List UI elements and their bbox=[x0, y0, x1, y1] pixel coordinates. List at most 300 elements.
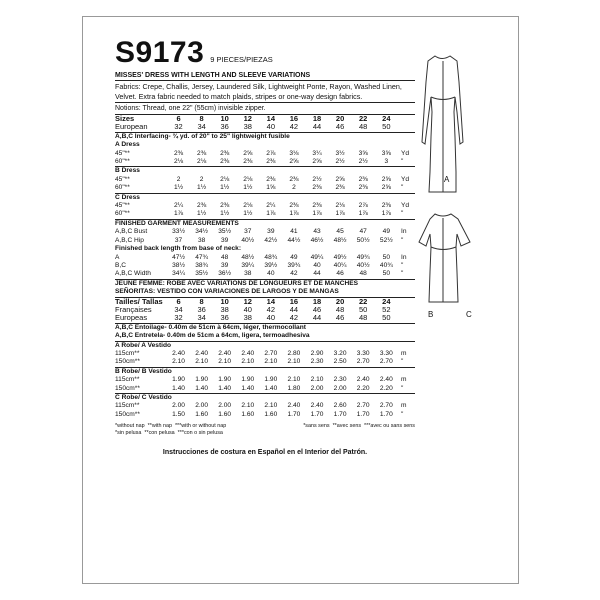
table-cell: 2⅜ bbox=[220, 158, 230, 166]
table-cell: 47¾ bbox=[195, 253, 209, 261]
unit-cell: In bbox=[401, 253, 407, 261]
key-text: ***con o sin pelusa bbox=[177, 430, 223, 437]
table-cell: 14 bbox=[259, 297, 282, 306]
table-cell: 38 bbox=[243, 122, 252, 132]
unit-cell: " bbox=[401, 270, 404, 278]
table-cell: 2.40 bbox=[195, 349, 209, 357]
view-label-c: C bbox=[466, 310, 472, 319]
table-cell: 22 bbox=[352, 297, 375, 306]
table-cell: 39 bbox=[221, 236, 229, 244]
table-cell: 40 bbox=[243, 304, 252, 314]
table-cell: 2.30 bbox=[333, 376, 347, 384]
table-cell: 20 bbox=[329, 297, 352, 306]
table-cell: 2.20 bbox=[356, 384, 370, 392]
table-cell: 44 bbox=[313, 270, 321, 278]
table-cell: 2.00 bbox=[310, 384, 324, 392]
table-cell: 42 bbox=[289, 313, 299, 323]
table-cell: 1.70 bbox=[356, 410, 370, 418]
row-label: Europeas bbox=[115, 313, 148, 323]
table-cell: 44 bbox=[289, 304, 299, 314]
table-cell: 3⅛ bbox=[289, 149, 299, 157]
table-cell: 34½ bbox=[195, 228, 209, 236]
table-row bbox=[115, 367, 415, 376]
table-cell: 1.40 bbox=[218, 384, 232, 392]
row-label: 150cm** bbox=[115, 384, 140, 392]
table-cell: 36 bbox=[197, 304, 206, 314]
table-cell: 1½ bbox=[197, 184, 207, 192]
table-cell: 2⅜ bbox=[289, 175, 299, 183]
table-cell: 3¼ bbox=[312, 149, 322, 157]
table-cell: 2.40 bbox=[356, 376, 370, 384]
row-label: 115cm** bbox=[115, 376, 140, 384]
table-cell: 39½ bbox=[264, 261, 278, 269]
pattern-title: MISSES' DRESS WITH LENGTH AND SLEEVE VARIATIONS bbox=[115, 72, 415, 81]
row-label: 45"** bbox=[115, 149, 130, 157]
table-cell: 2½ bbox=[312, 175, 322, 183]
table-cell: 1.80 bbox=[287, 384, 301, 392]
table-cell: 46 bbox=[335, 122, 345, 132]
row-label: A bbox=[115, 253, 120, 261]
title-fr: JEUNE FEMME: ROBE AVEC VARIATIONS DE LONGUEURS ET DE MANCHES bbox=[115, 279, 415, 288]
table-cell: 2 bbox=[176, 175, 181, 183]
table-cell: 2.00 bbox=[172, 402, 185, 410]
table-cell: 48 bbox=[221, 253, 229, 261]
table-cell: 16 bbox=[282, 297, 305, 306]
table-row bbox=[115, 150, 415, 158]
table-cell: 2.10 bbox=[310, 376, 324, 384]
key-text: **with nap bbox=[147, 423, 172, 430]
table-cell: 40 bbox=[266, 313, 276, 323]
unit-cell: " bbox=[401, 236, 404, 244]
table-cell: 1⅞ bbox=[335, 210, 345, 218]
table-cell: 2.00 bbox=[333, 384, 347, 392]
table-row bbox=[115, 323, 415, 332]
table-cell: 3.30 bbox=[356, 349, 370, 357]
section-label: A Robe/ A Vestido bbox=[115, 341, 415, 350]
key-text: *sans sens bbox=[303, 423, 330, 430]
table-cell: 1⅞ bbox=[312, 210, 322, 218]
table-cell: 2 bbox=[199, 175, 204, 183]
table-cell: 38 bbox=[197, 236, 206, 244]
table-row bbox=[115, 245, 415, 253]
table-cell: 6 bbox=[167, 297, 190, 306]
table-cell: 2¼ bbox=[266, 202, 276, 210]
table-row bbox=[115, 176, 415, 184]
table-cell: 49 bbox=[290, 253, 298, 261]
table-cell: 3⅝ bbox=[358, 149, 368, 157]
table-cell: 2.10 bbox=[287, 376, 301, 384]
notions-text: Notions: Thread, one 22" (55cm) invisible zipper. bbox=[115, 103, 415, 115]
table-cell: 48 bbox=[359, 270, 367, 278]
table-cell: 1⅞ bbox=[289, 210, 299, 218]
key-text: **con pelusa bbox=[144, 430, 175, 437]
table-cell: 2⅛ bbox=[335, 202, 345, 210]
table-cell: 2⅜ bbox=[312, 202, 322, 210]
table-cell: 2⅛ bbox=[173, 158, 184, 166]
table-cell: 1.70 bbox=[379, 410, 393, 418]
table-row bbox=[115, 411, 415, 419]
table-cell: 2⅜ bbox=[243, 158, 253, 166]
table-row bbox=[115, 115, 415, 123]
view-label-b: B bbox=[428, 310, 434, 319]
key-english bbox=[115, 423, 226, 437]
table-cell: 1½ bbox=[243, 184, 253, 192]
table-cell: 24 bbox=[382, 114, 391, 123]
table-cell: 2 bbox=[292, 184, 296, 192]
table-cell: 49¼ bbox=[310, 253, 324, 261]
table-row bbox=[115, 402, 415, 410]
table-cell: 1⅞ bbox=[381, 210, 391, 218]
table-cell: 52½ bbox=[379, 236, 393, 244]
table-cell: 1½ bbox=[173, 184, 184, 192]
table-cell: 2⅛ bbox=[197, 158, 207, 166]
table-cell: 2.00 bbox=[218, 402, 232, 410]
row-label: 60"** bbox=[115, 210, 130, 218]
section-label: Finished back length from base of neck: bbox=[115, 245, 242, 253]
table-cell: 39 bbox=[267, 228, 275, 236]
section-label: A Dress bbox=[115, 141, 140, 149]
table-cell: 1.60 bbox=[241, 410, 255, 418]
row-label: 115cm** bbox=[115, 402, 140, 410]
table-cell: 2.10 bbox=[264, 402, 278, 410]
table-cell: 46½ bbox=[310, 236, 324, 244]
table-cell: 10 bbox=[213, 297, 236, 306]
table-cell: 40½ bbox=[356, 261, 370, 269]
table-cell: 40½ bbox=[241, 236, 255, 244]
table-cell: 1.60 bbox=[195, 410, 209, 418]
table-cell: 2⅜ bbox=[381, 202, 391, 210]
table-cell: 2⅜ bbox=[312, 184, 322, 192]
table-cell: 33½ bbox=[172, 228, 185, 236]
row-label: Sizes bbox=[115, 114, 135, 123]
section-label: B Dress bbox=[115, 167, 415, 176]
table-cell: 40 bbox=[313, 261, 321, 269]
unit-cell: m bbox=[401, 402, 407, 410]
pattern-number: S9173 bbox=[115, 36, 205, 69]
table-cell: 2⅜ bbox=[358, 175, 368, 183]
table-cell: 40¾ bbox=[379, 261, 393, 269]
table-cell: 8 bbox=[190, 297, 213, 306]
unit-cell bbox=[398, 297, 415, 306]
table-cell: 1.40 bbox=[241, 384, 255, 392]
table-cell: 2.70 bbox=[264, 349, 278, 357]
table-cell: 34 bbox=[174, 304, 183, 314]
dress-drawing-bc bbox=[418, 212, 474, 312]
unit-cell: m bbox=[401, 376, 407, 384]
table-cell: 2.00 bbox=[195, 402, 209, 410]
unit-cell: " bbox=[401, 261, 404, 269]
table-cell: 34¼ bbox=[172, 270, 185, 278]
table-cell: 40¼ bbox=[333, 261, 347, 269]
row-label: 115cm** bbox=[115, 349, 140, 357]
section-label: FINISHED GARMENT MEASUREMENTS bbox=[115, 219, 415, 228]
table-cell: 50 bbox=[382, 313, 391, 323]
table-row bbox=[115, 158, 415, 167]
unit-cell: Yd bbox=[401, 202, 410, 210]
table-cell: 32 bbox=[174, 122, 183, 132]
table-row bbox=[115, 237, 415, 245]
table-cell: 2⅜ bbox=[266, 158, 276, 166]
fabrics-text: Fabrics: Crepe, Challis, Jersey, Laundered Silk, Lightweight Ponte, Rayon, Washed Linen, Velvet. Extra fabric needed to match plaids, stripes or one-way design fabrics. bbox=[115, 81, 415, 103]
table-cell: 49¾ bbox=[356, 253, 370, 261]
table-cell: 2.70 bbox=[356, 358, 370, 366]
table-cell: 36 bbox=[220, 122, 229, 132]
table-cell: 2.60 bbox=[333, 402, 347, 410]
table-cell: 3.20 bbox=[333, 349, 347, 357]
table-cell: 2⅝ bbox=[312, 158, 322, 166]
table-row bbox=[115, 219, 415, 228]
table-cell: 38½ bbox=[172, 261, 185, 269]
table-cell: 1.40 bbox=[264, 384, 278, 392]
table-cell: 1⅞ bbox=[266, 210, 276, 218]
table-cell: 48¾ bbox=[264, 253, 278, 261]
table-cell: 50 bbox=[382, 122, 391, 132]
table-cell: 41 bbox=[290, 228, 298, 236]
unit-cell bbox=[398, 115, 415, 123]
table-cell: 2⅝ bbox=[289, 158, 299, 166]
unit-cell bbox=[398, 314, 415, 323]
table-cell: 2.40 bbox=[379, 376, 393, 384]
unit-cell: Yd bbox=[401, 175, 410, 183]
table-cell: 1⅝ bbox=[266, 184, 276, 192]
table-cell: 2⅝ bbox=[335, 175, 345, 183]
table-cell: 39¾ bbox=[287, 261, 301, 269]
table-cell: 2⅜ bbox=[289, 202, 299, 210]
table-cell: 1.90 bbox=[241, 376, 255, 384]
table-cell: 2.10 bbox=[287, 358, 301, 366]
table-cell: 34 bbox=[197, 313, 206, 323]
table-cell: 2.10 bbox=[241, 402, 255, 410]
table-cell: 2.80 bbox=[287, 349, 301, 357]
table-cell: 2⅝ bbox=[243, 149, 253, 157]
unit-cell: " bbox=[401, 384, 404, 392]
table-cell: 3.30 bbox=[379, 349, 393, 357]
table-cell: 2.50 bbox=[333, 358, 347, 366]
table-cell: 2⅜ bbox=[220, 149, 230, 157]
table-row bbox=[115, 167, 415, 176]
unit-cell: Yd bbox=[401, 149, 410, 157]
table-row bbox=[115, 306, 415, 314]
table-cell: 2⅜ bbox=[197, 149, 207, 157]
section-label: C Robe/ C Vestido bbox=[115, 394, 415, 403]
table-cell: 2⅞ bbox=[358, 202, 368, 210]
table-cell: 34 bbox=[197, 122, 206, 132]
table-row bbox=[115, 184, 415, 193]
unit-cell: " bbox=[401, 358, 404, 366]
key-text: **avec sens bbox=[332, 423, 362, 430]
table-cell: 1.90 bbox=[218, 376, 232, 384]
table-cell: 18 bbox=[305, 297, 328, 306]
table-cell: 1.90 bbox=[195, 376, 209, 384]
table-cell: 2⅛ bbox=[243, 202, 253, 210]
table-cell: 1.40 bbox=[195, 384, 209, 392]
key-french bbox=[303, 423, 415, 437]
table-cell: 2.10 bbox=[241, 358, 255, 366]
table-row bbox=[115, 314, 415, 323]
table-cell: 14 bbox=[266, 114, 276, 123]
table-cell: 12 bbox=[243, 114, 252, 123]
table-cell: 2⅜ bbox=[335, 184, 345, 192]
table-cell: 2.40 bbox=[172, 349, 185, 357]
table-cell: 16 bbox=[289, 114, 299, 123]
table-cell: 1½ bbox=[197, 210, 207, 218]
table-cell: 1.70 bbox=[310, 410, 324, 418]
section-label: B Robe/ B Vestido bbox=[115, 367, 415, 376]
nap-key bbox=[115, 423, 415, 437]
pattern-info bbox=[115, 38, 415, 456]
table-cell: 37 bbox=[244, 228, 252, 236]
table-cell: 44½ bbox=[287, 236, 301, 244]
table-row bbox=[115, 297, 415, 306]
table-cell: 50 bbox=[382, 253, 391, 261]
table-cell: 2.40 bbox=[287, 402, 301, 410]
table-cell: 40 bbox=[266, 122, 276, 132]
table-cell: 44 bbox=[312, 122, 322, 132]
table-cell: 45 bbox=[336, 228, 344, 236]
table-cell: 2.20 bbox=[379, 384, 393, 392]
table-cell: 1⅞ bbox=[358, 210, 368, 218]
table-cell: 2.90 bbox=[310, 349, 324, 357]
table-cell: 2½ bbox=[335, 158, 345, 166]
row-label: 150cm** bbox=[115, 410, 140, 418]
table-cell: 42½ bbox=[264, 236, 278, 244]
table-cell: 35½ bbox=[195, 270, 209, 278]
table-cell: 40 bbox=[267, 270, 275, 278]
table-cell: 2⅝ bbox=[381, 184, 391, 192]
unit-cell: " bbox=[401, 410, 404, 418]
table-cell: 1.90 bbox=[172, 376, 185, 384]
table-row bbox=[115, 332, 415, 341]
table-cell: 3½ bbox=[335, 149, 345, 157]
section-label: C Dress bbox=[115, 193, 415, 202]
key-text: *without nap bbox=[115, 423, 145, 430]
table-cell: 42 bbox=[266, 304, 276, 314]
table-cell: 36½ bbox=[218, 270, 232, 278]
table-cell: 2.10 bbox=[195, 358, 209, 366]
table-row bbox=[115, 202, 415, 210]
table-cell: 2⅛ bbox=[243, 175, 253, 183]
table-cell: 1.70 bbox=[333, 410, 347, 418]
table-cell: 2⅜ bbox=[173, 149, 184, 157]
row-label: 60"** bbox=[115, 184, 130, 192]
table-cell: 1.40 bbox=[172, 384, 185, 392]
table-cell: 18 bbox=[312, 114, 322, 123]
table-cell: 2.70 bbox=[379, 402, 393, 410]
table-cell: 52 bbox=[382, 304, 391, 314]
pieces-count: 9 PIECES/PIEZAS bbox=[210, 55, 273, 64]
table-row bbox=[115, 262, 415, 270]
row-label: 45"** bbox=[115, 202, 130, 210]
row-label: 150cm** bbox=[115, 358, 140, 366]
table-cell: 3⅝ bbox=[381, 149, 391, 157]
table-cell: 1½ bbox=[220, 184, 230, 192]
table-cell: 35½ bbox=[218, 228, 232, 236]
table-cell: 2⅝ bbox=[381, 175, 391, 183]
table-cell: 20 bbox=[335, 114, 345, 123]
table-cell: 39¼ bbox=[241, 261, 255, 269]
table-row bbox=[115, 385, 415, 394]
unit-cell: In bbox=[401, 228, 407, 236]
row-label: Françaises bbox=[115, 304, 152, 314]
view-label-a: A bbox=[444, 175, 450, 184]
row-label: European bbox=[115, 122, 148, 132]
table-cell: 3 bbox=[384, 158, 389, 166]
table-cell: 46 bbox=[336, 270, 344, 278]
table-row bbox=[115, 123, 415, 132]
table-cell: 8 bbox=[199, 114, 204, 123]
table-cell: 48 bbox=[358, 313, 368, 323]
table-cell: 47½ bbox=[172, 253, 185, 261]
table-cell: 46 bbox=[312, 304, 322, 314]
table-cell: 1⅞ bbox=[173, 210, 184, 218]
table-row bbox=[115, 132, 415, 141]
row-label: B,C bbox=[115, 261, 126, 269]
table-row bbox=[115, 350, 415, 358]
table-cell: 2½ bbox=[358, 158, 368, 166]
unit-cell: " bbox=[401, 184, 404, 192]
table-cell: 48½ bbox=[333, 236, 347, 244]
table-cell: 1½ bbox=[220, 210, 230, 218]
table-cell: 2.10 bbox=[218, 358, 232, 366]
table-cell: 2.40 bbox=[218, 349, 232, 357]
table-cell: 48 bbox=[335, 304, 345, 314]
row-label: A,B,C Width bbox=[115, 270, 151, 278]
table-row bbox=[115, 270, 415, 279]
table-row bbox=[115, 228, 415, 236]
row-label: Tailles/ Tallas bbox=[115, 297, 167, 306]
table-row bbox=[115, 141, 415, 149]
table-row bbox=[115, 288, 415, 297]
table-row bbox=[115, 341, 415, 350]
table-cell: 50 bbox=[382, 270, 391, 278]
table-row bbox=[115, 210, 415, 219]
table-cell: 49½ bbox=[333, 253, 347, 261]
row-label: A,B,C Hip bbox=[115, 236, 144, 244]
table-cell: 36 bbox=[220, 313, 229, 323]
entoilage-text: A,B,C Entoilage- 0.40m de 51cm à 64cm, léger, thermocollant bbox=[115, 323, 415, 332]
table-cell: 38¾ bbox=[195, 261, 209, 269]
key-text: *sin pelusa bbox=[115, 430, 142, 437]
table-cell: 50½ bbox=[356, 236, 370, 244]
table-row bbox=[115, 358, 415, 367]
table-cell: 46 bbox=[335, 313, 345, 323]
imperial-yardage-table bbox=[115, 115, 415, 419]
table-cell: 38 bbox=[244, 270, 252, 278]
table-cell: 42 bbox=[290, 270, 298, 278]
table-cell: 2.10 bbox=[172, 358, 185, 366]
table-cell: 49 bbox=[382, 228, 391, 236]
header bbox=[115, 38, 415, 68]
table-row bbox=[115, 394, 415, 403]
table-cell: 42 bbox=[289, 122, 299, 132]
table-cell: 2⅜ bbox=[266, 175, 276, 183]
spanish-instructions-note: Instrucciones de costura en Español en el Interior del Patrón. bbox=[162, 449, 368, 457]
table-cell: 1.60 bbox=[218, 410, 232, 418]
table-cell: 2¼ bbox=[173, 202, 184, 210]
table-cell: 37 bbox=[174, 236, 183, 244]
table-cell: 32 bbox=[174, 313, 183, 323]
unit-cell: " bbox=[401, 210, 404, 218]
table-row bbox=[115, 193, 415, 202]
table-cell: 47 bbox=[359, 228, 367, 236]
table-cell: 1.90 bbox=[264, 376, 278, 384]
table-cell: 2.10 bbox=[264, 358, 278, 366]
table-cell: 2⅜ bbox=[358, 184, 368, 192]
interfacing-text: A,B,C Interfacing- ¾ yd. of 20" to 25" lightweight fusible bbox=[115, 132, 415, 141]
unit-cell: m bbox=[401, 349, 407, 357]
table-cell: 10 bbox=[220, 114, 229, 123]
table-cell: 2⅜ bbox=[220, 202, 230, 210]
